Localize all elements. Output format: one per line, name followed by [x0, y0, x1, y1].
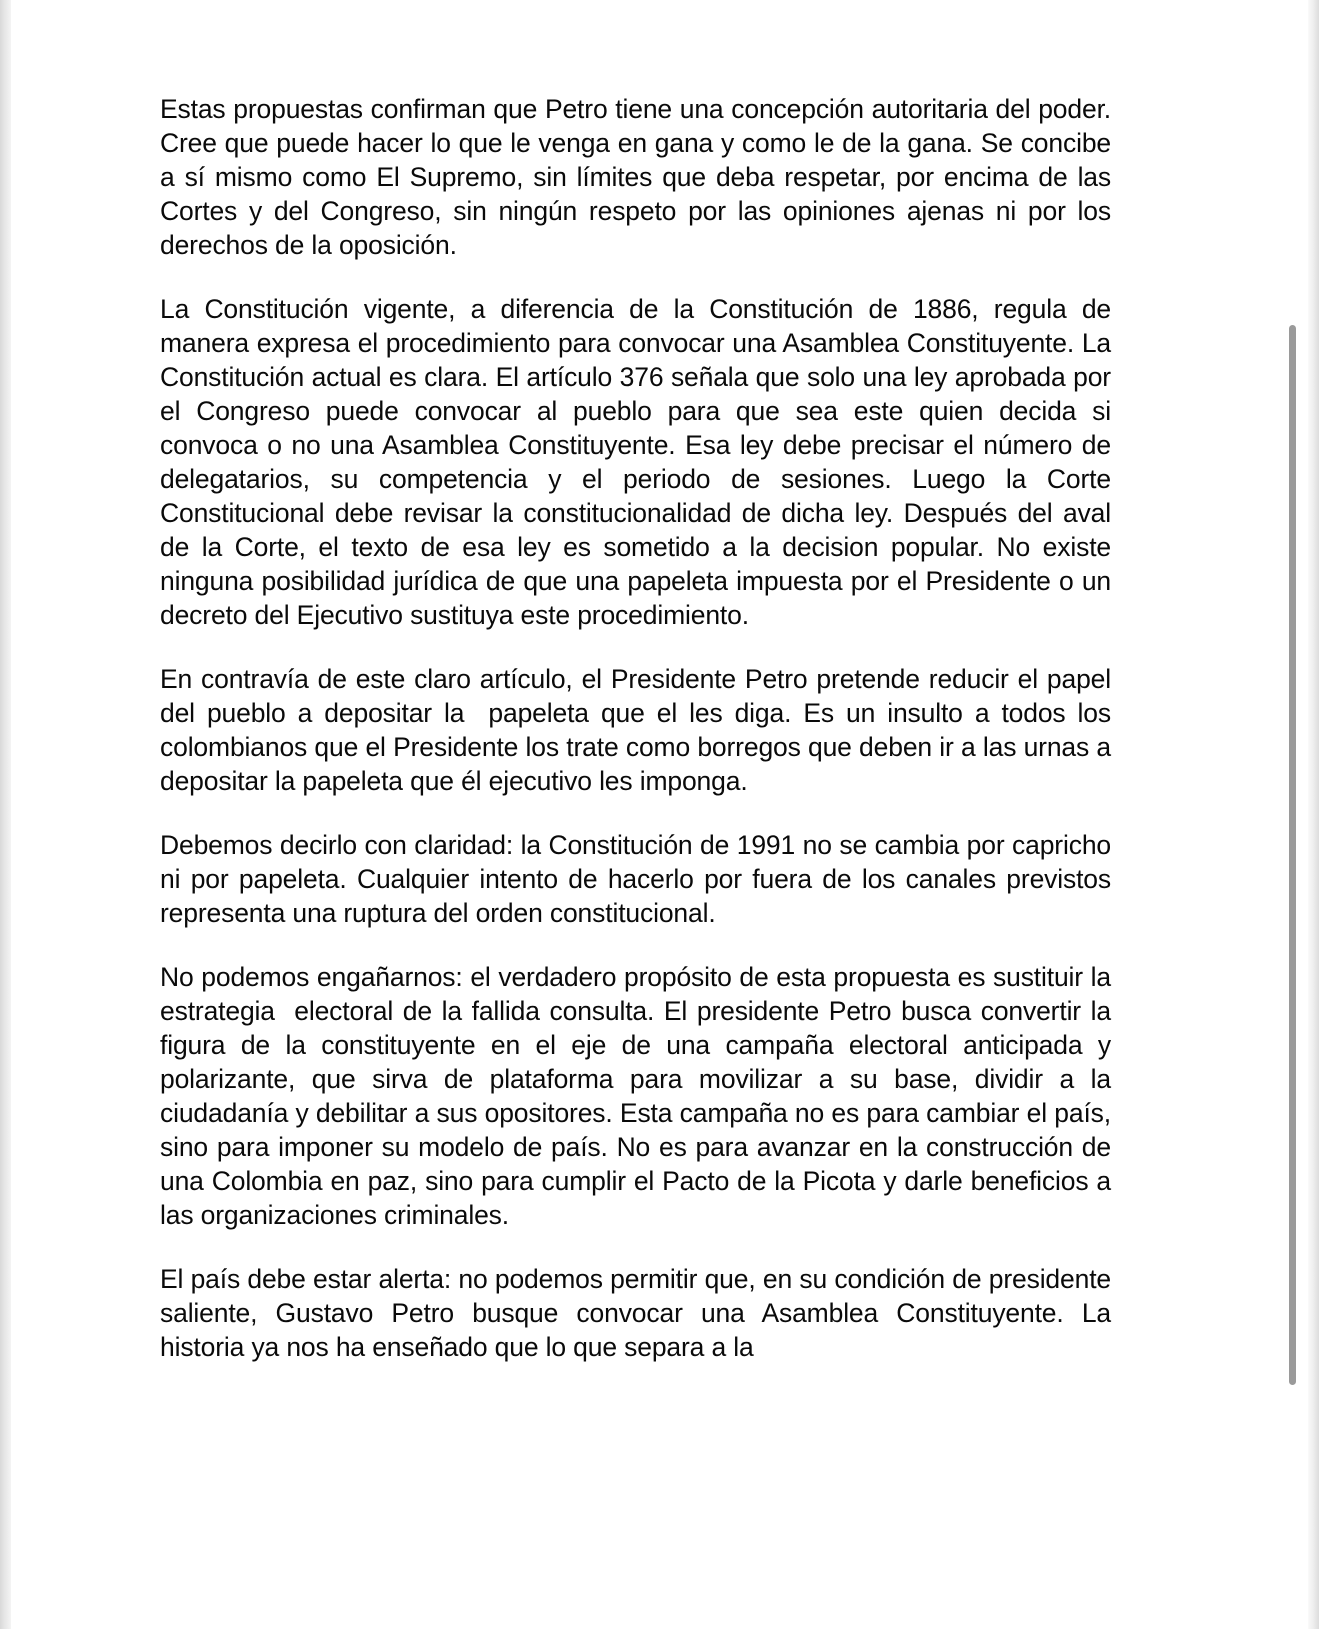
document-page: [11, 0, 1308, 1629]
vertical-scrollbar[interactable]: [1299, 0, 1308, 1629]
paragraph: Estas propuestas confirman que Petro tiene una concepción autoritaria del poder. Cree que puede hacer lo que le venga en gana y como le de la gana. Se concibe a sí mismo como El Supremo, sin límites que deba respetar, por encima de las Cortes y del Congreso, sin ningún respeto por las opiniones ajenas ni por los derechos de la oposición.: [160, 94, 1119, 260]
paragraph: En contravía de este claro artículo, el Presidente Petro pretende reducir el papel del pueblo a depositar la papeleta que el les diga. Es un insulto a todos los colombianos que el Presidente los trate como borregos que deben ir a las urnas a depositar la papeleta que él ejecutivo les imponga.: [160, 664, 1119, 796]
page-right-edge-strip: [1308, 0, 1319, 1629]
vertical-scrollbar-thumb[interactable]: [1289, 325, 1296, 1385]
document-text-body: [160, 92, 1119, 1364]
paragraph: No podemos engañarnos: el verdadero propósito de esta propuesta es sustituir la estrategia electoral de la fallida consulta. El presidente Petro busca convertir la figura de la constituyente en el eje de una campaña electoral anticipada y polarizante, que sirva de plataforma para movilizar a su base, dividir a la ciudadanía y debilitar a sus opositores. Esta campaña no es para cambiar el país, sino para imponer su modelo de país. No es para avanzar en la construcción de una Colombia en paz, sino para cumplir el Pacto de la Picota y darle beneficios a las organizaciones criminales.: [160, 962, 1119, 1230]
paragraph: El país debe estar alerta: no podemos permitir que, en su condición de presidente saliente, Gustavo Petro busque convocar una Asamblea Constituyente. La historia ya nos ha enseñado que lo que separa a la: [160, 1264, 1119, 1362]
page-left-edge-strip: [0, 0, 11, 1629]
paragraph: Debemos decirlo con claridad: la Constitución de 1991 no se cambia por capricho ni por papeleta. Cualquier intento de hacerlo por fuera de los canales previstos representa una ruptura del orden constitucional.: [160, 830, 1119, 928]
paragraph: La Constitución vigente, a diferencia de la Constitución de 1886, regula de manera expresa el procedimiento para convocar una Asamblea Constituyente. La Constitución actual es clara. El artículo 376 señala que solo una ley aprobada por el Congreso puede convocar al pueblo para que sea este quien decida si convoca o no una Asamblea Constituyente. Esa ley debe precisar el número de delegatarios, su competencia y el periodo de sesiones. Luego la Corte Constitucional debe revisar la constitucionalidad de dicha ley. Después del aval de la Corte, el texto de esa ley es sometido a la decision popular. No existe ninguna posibilidad jurídica de que una papeleta impuesta por el Presidente o un decreto del Ejecutivo sustituya este procedimiento.: [160, 294, 1119, 630]
